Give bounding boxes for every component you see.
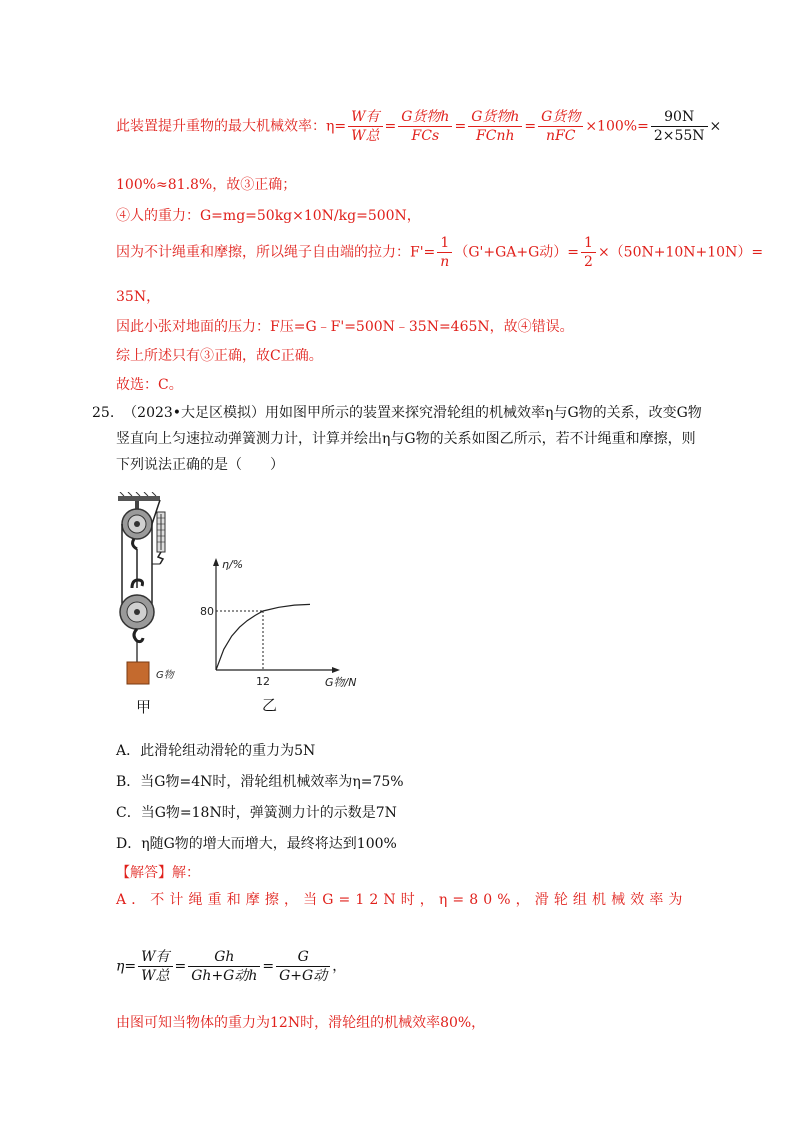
- answer-formula: η= $\frac{\text{W有}}{\text{W总}}$ = $\frac{Gh}{\text{Gh+G动h}}$ = $\frac{G}{\text{G+G动}}$ ，: [116, 949, 347, 984]
- option-b: B．当G物=4N时，滑轮组机械效率为η=75%: [116, 774, 404, 790]
- fraction-numeric: $\frac{90N}{2\times 55N}$: [651, 108, 708, 145]
- fraction-g-nfc: $\frac{\text{G货物}}{\text{nFC}}$: [538, 108, 583, 145]
- summary-line: 综上所述只有③正确，故C正确。: [116, 348, 323, 364]
- fraction-gh-fcs: $\frac{\text{G货物h}}{\text{FCs}}$: [398, 108, 452, 145]
- question-25: [92, 400, 702, 478]
- movable-pulley-icon: [120, 580, 154, 662]
- pull-force-line: 因为不计绳重和摩擦，所以绳子自由端的拉力：F'= $\frac{1}{n}$ （G'+GA+G动）= $\frac{1}{2}$ ×（50N+10N+10N）=: [116, 235, 764, 270]
- y-tick-label-80: 80: [200, 605, 214, 618]
- y-axis-label: η/%: [222, 558, 244, 571]
- x-axis-label: G物/N: [325, 676, 357, 689]
- person-gravity-line: ④人的重力：G=mg=50kg×10N/kg=500N，: [116, 208, 421, 224]
- option-a: A．此滑轮组动滑轮的重力为5N: [116, 743, 316, 759]
- fraction-answer-g: $\frac{G}{\text{G+G动}}$: [276, 948, 330, 985]
- weight-box: [127, 662, 176, 684]
- efficiency-result-line: 100%≈81.8%，故③正确；: [116, 177, 297, 193]
- question-line-2: 竖直向上匀速拉动弹簧测力计，计算并绘出η与G物的关系如图乙所示，若不计绳重和摩擦，则: [116, 431, 696, 447]
- figure-jia-label: 甲: [136, 698, 152, 716]
- question-number: 25.: [92, 405, 115, 421]
- option-c: C．当G物=18N时，弹簧测力计的示数是7N: [116, 805, 397, 821]
- choice-line: 故选：C。: [116, 377, 183, 393]
- figure-yi-label: 乙: [262, 696, 278, 714]
- x-tick-label-12: 12: [256, 675, 270, 688]
- answer-last-line: 由图可知当物体的重力为12N时，滑轮组的机械效率80%，: [116, 1015, 486, 1031]
- fraction-answer-w: $\frac{\text{W有}}{\text{W总}}$: [138, 948, 172, 985]
- fraction-w-ratio: $\frac{\text{W有}}{\text{W总}}$: [348, 108, 382, 145]
- weight-label: G物: [156, 670, 174, 681]
- answer-header: 【解答】解：: [116, 865, 200, 881]
- fraction-answer-gh: $\frac{Gh}{\text{Gh+G动h}}$: [188, 948, 260, 985]
- option-d: D．η随G物的增大而增大，最终将达到100%: [116, 836, 397, 852]
- question-line-3: 下列说法正确的是（ ）: [116, 457, 284, 473]
- ceiling-support: [118, 492, 160, 501]
- pull-force-result: 35N，: [116, 289, 161, 305]
- figure-svg: [112, 492, 392, 722]
- question-line-1: 25. （2023•大足区模拟）用如图甲所示的装置来探究滑轮组的机械效率η与G物的关系，改变G物: [92, 405, 702, 421]
- fixed-pulley-icon: [122, 501, 152, 549]
- y-axis-arrow-icon: [213, 558, 219, 566]
- pressure-line: 因此小张对地面的压力：F压=G﹣F'=500N﹣35N=465N，故④错误。: [116, 319, 574, 335]
- x-axis-arrow-icon: [332, 667, 340, 673]
- fraction-gh-fcnh: $\frac{\text{G货物h}}{\text{FCnh}}$: [468, 108, 522, 145]
- efficiency-chart: [200, 558, 356, 689]
- efficiency-formula-line: 此装置提升重物的最大机械效率：η= $\frac{\text{W有}}{\text{W总}}$ = $\frac{\text{G货物h}}{\text{FCs}}$ = $\frac{\text{G货物h}}{\text{FCnh}}$ = $\frac{\text{G货物}}{\text{nFC}}$ ×100%= $\frac{90N}{2\times 55N}$ ×: [116, 109, 722, 144]
- question-figure: [112, 492, 392, 722]
- fraction-one-over-n: $\frac{1}{n}$: [437, 234, 452, 271]
- answer-line-a: A．不计绳重和摩擦，当G=12N时，η=80%，滑轮组机械效率为: [116, 892, 688, 908]
- fraction-half: $\frac{1}{2}$: [581, 234, 596, 271]
